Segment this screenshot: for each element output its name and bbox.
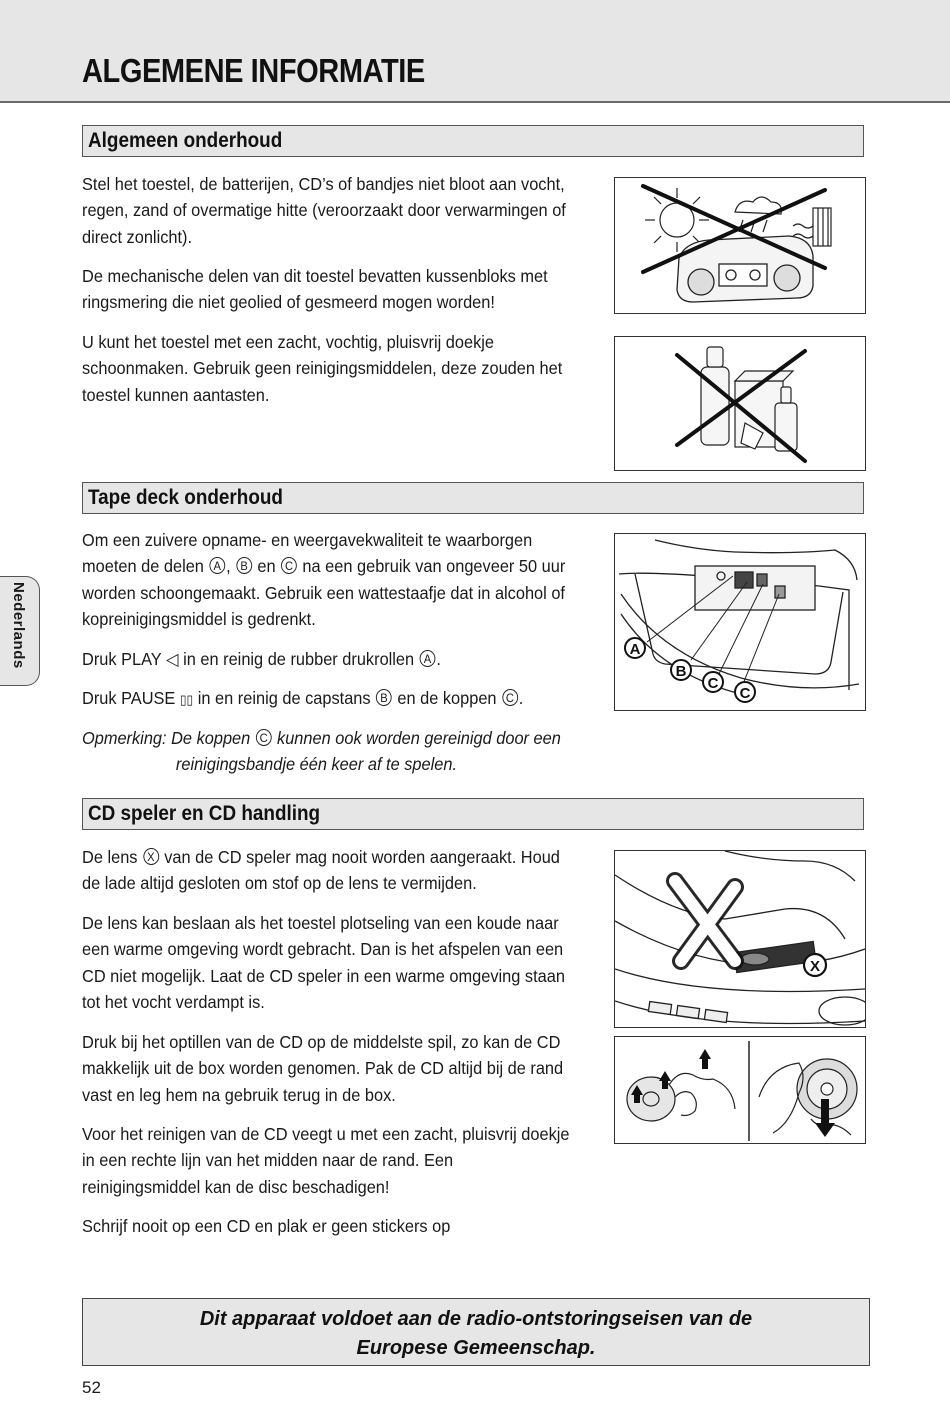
onderhoud-paragraph-1: Stel het toestel, de batterijen, CD’s of bandjes niet bloot aan vocht, regen, zand of overmatige hitte (veroorzaakt door verwarmingen of direct zonlicht). (82, 174, 566, 247)
label-circle-a (625, 638, 755, 702)
section-heading-text: Algemeen onderhoud (88, 129, 283, 152)
tape-paragraph-play: Druk PLAY ◁ in en reinig de rubber drukrollen A . (82, 649, 441, 669)
compliance-line-2: Europese Gemeenschap. (356, 1337, 596, 1359)
figure-cd-lens (614, 850, 866, 1028)
cleaning-products-icon (701, 347, 797, 451)
cd-paragraph-3: Druk bij het optillen van de CD op de middelste spil, zo kan de CD makkelijk uit de box worden genomen. Pak de CD altijd bij de rand vast en leg hem na gebruik terug in de box. (82, 1032, 564, 1105)
figure-label-c: C (739, 685, 751, 702)
tape-paragraph-pause: Druk PAUSE ▯▯ in en reinig de capstans B en de koppen C . (82, 688, 524, 708)
cross-out-icon (675, 881, 735, 961)
play-arrow-icon: ◁ (165, 649, 179, 669)
figure-label-b: B (675, 663, 687, 680)
section-heading-text: CD speler en CD handling (88, 802, 321, 825)
page-title: ALGEMENE INFORMATIE (82, 52, 425, 89)
part-a-marker: A (420, 650, 436, 667)
figure-no-cleaning-agents (614, 336, 866, 471)
figure-tape-deck-parts (614, 533, 866, 711)
onderhoud-paragraph-3: U kunt het toestel met een zacht, vochtig, pluisvrij doekje schoonmaken. Gebruik geen reinigingsmiddelen, deze zouden het toestel kunnen aantasten. (82, 332, 563, 405)
section-heading-cd (82, 798, 864, 830)
part-c-marker: C (502, 689, 518, 706)
section-heading-onderhoud (82, 125, 864, 157)
language-side-tab (0, 576, 40, 686)
compliance-line-1: Dit apparaat voldoet aan de radio-ontstoringseisen van de (199, 1308, 753, 1330)
hand-holding-cd-icon (759, 1059, 857, 1135)
cd-paragraph-4: Voor het reinigen van de CD veegt u met een zacht, pluisvrij doekje in een rechte lijn van het midden naar de rand. Een reinigingsmiddel kan de disc beschadigen! (82, 1124, 570, 1197)
figure-no-heat-moisture (614, 177, 866, 314)
figure-cd-handling (614, 1036, 866, 1144)
page-number: 52 (82, 1378, 101, 1397)
onderhoud-paragraph-2: De mechanische delen van dit toestel bevatten kussenbloks met ringsmering die niet geolied of gesmeerd mogen worden! (82, 266, 548, 313)
cd-paragraph-1: De lens X van de CD speler mag nooit worden aangeraakt. Houd de lade altijd gesloten om stof op de lens te vermijden. (82, 847, 560, 894)
section-heading-tape (82, 482, 864, 514)
figure-label-a: A (629, 641, 641, 658)
part-b-marker: B (236, 557, 252, 574)
part-a-marker: A (209, 557, 225, 574)
part-b-marker: B (376, 689, 392, 706)
cd-paragraph-5: Schrijf nooit op een CD en plak er geen stickers op (82, 1216, 451, 1236)
figure-label-c: C (707, 675, 719, 692)
figure-label-x: X (809, 958, 821, 975)
part-c-marker: C (281, 557, 297, 574)
lens-x-marker: X (143, 848, 159, 865)
ce-compliance-box (82, 1298, 870, 1366)
cd-player-illustration (615, 851, 866, 1025)
tape-deck-illustration (619, 540, 859, 694)
tape-note: Opmerking: De koppen C kunnen ook worden gereinigd door een reinigingsbandje één keer af te spelen. (82, 728, 561, 775)
part-c-marker: C (256, 729, 272, 746)
hand-lifting-cd-icon (627, 1073, 735, 1121)
section-heading-text: Tape deck onderhoud (88, 486, 283, 509)
cd-paragraph-2: De lens kan beslaan als het toestel plotseling van een koude naar een warme omgeving wordt gebracht. Dan is het afspelen van een CD niet mogelijk. Laat de CD speler in een warme omgeving staan tot het vocht verdampt is. (82, 913, 565, 1013)
side-tab-label: Nederlands (10, 582, 27, 669)
tape-paragraph-1: Om een zuivere opname- en weergavekwaliteit te waarborgen moeten de delen A , B en C na een gebruik van ongeveer 50 uur worden schoongemaakt. Gebruik een wattestaafje dat in alcohol of kopreinigingsmiddel is gedrenkt. (82, 530, 566, 630)
pause-icon: ▯▯ (179, 692, 194, 707)
